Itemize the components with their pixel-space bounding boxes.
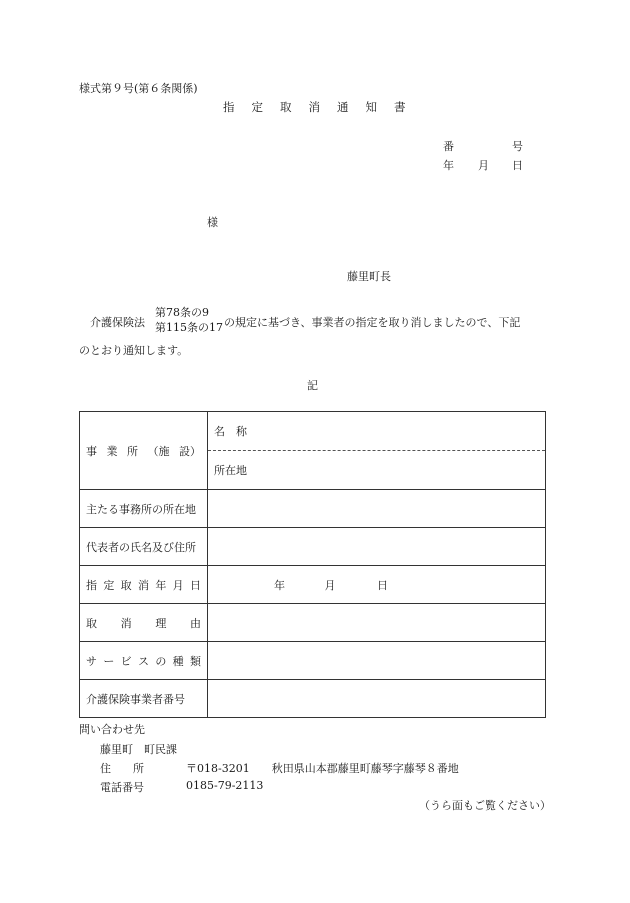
office-label: 事 業 所 （施 設） <box>86 444 201 458</box>
office-name-label: 名 称 <box>214 425 247 438</box>
representative-label: 代表者の氏名及び住所 <box>80 528 208 566</box>
revocation-date-value <box>208 566 546 604</box>
revocation-date-label: 指 定 取 消 年 月 日 <box>86 578 201 592</box>
law-name: 介護保険法 <box>90 316 145 329</box>
revocation-month: 月 <box>324 578 336 592</box>
insurer-no-label: 介護保険事業者番号 <box>80 680 208 718</box>
table-row <box>80 412 546 490</box>
back-side-note: （うら面もご覧ください） <box>419 799 551 812</box>
document-title: 指定取消通知書 <box>223 100 423 114</box>
reason-value <box>208 604 546 642</box>
contact-heading: 問い合わせ先 <box>79 723 145 736</box>
table-row <box>80 680 546 718</box>
representative-value <box>208 528 546 566</box>
body-text-line2: のとおり通知します。 <box>79 344 189 357</box>
form-number: 様式第９号(第６条関係) <box>79 82 198 95</box>
revocation-day: 日 <box>377 578 388 592</box>
table-row <box>80 528 546 566</box>
issuer-name: 藤里町長 <box>347 270 391 283</box>
contact-tel-label: 電話番号 <box>100 781 144 794</box>
contact-address-value: 〒018-3201 秋田県山本郡藤里町藤琴字藤琴８番地 <box>186 762 459 775</box>
service-label: サ ー ビ ス の 種 類 <box>86 654 201 668</box>
table-row <box>80 642 546 680</box>
office-label-cell <box>80 412 208 490</box>
article-2: 第115条の17 <box>155 321 223 334</box>
table-row <box>80 490 546 528</box>
service-label-cell <box>80 642 208 680</box>
number-label: 番 <box>443 140 454 153</box>
contact-office: 藤里町 町民課 <box>100 743 177 756</box>
date-year-label: 年 <box>443 159 454 172</box>
reason-label: 取 消 理 由 <box>86 616 201 630</box>
contact-tel-value: 0185-79-2113 <box>186 779 264 792</box>
service-value <box>208 642 546 680</box>
details-table <box>79 411 546 718</box>
office-address-label: 所在地 <box>214 464 247 477</box>
table-row <box>80 566 546 604</box>
ki-heading: 記 <box>307 379 318 392</box>
body-text-line1: の規定に基づき、事業者の指定を取り消しましたので、下記 <box>224 316 521 329</box>
number-suffix: 号 <box>512 140 523 153</box>
article-references <box>155 305 223 335</box>
date-month-label: 月 <box>478 159 489 172</box>
main-office-value <box>208 490 546 528</box>
main-office-label: 主たる事務所の所在地 <box>80 490 208 528</box>
addressee-suffix: 様 <box>207 216 218 229</box>
revocation-date-label-cell <box>80 566 208 604</box>
date-day-label: 日 <box>512 159 523 172</box>
contact-address-label: 住 所 <box>100 762 144 775</box>
insurer-no-value <box>208 680 546 718</box>
reason-label-cell <box>80 604 208 642</box>
table-row <box>80 604 546 642</box>
office-value-cell <box>208 412 546 490</box>
revocation-year: 年 <box>274 578 285 592</box>
article-1: 第78条の9 <box>155 306 209 319</box>
